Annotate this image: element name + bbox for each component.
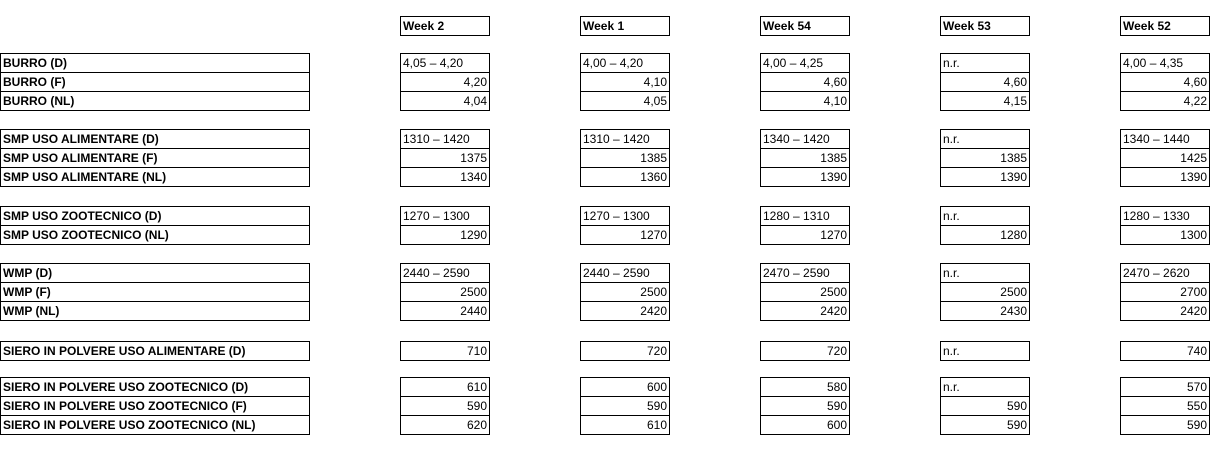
value-cell: n.r. [940, 377, 1030, 397]
row-label: SMP USO ALIMENTARE (D) [0, 129, 310, 149]
value-cell: 1270 [760, 225, 850, 245]
value-cell: 1280 – 1310 [760, 206, 850, 226]
row-label: BURRO (D) [0, 53, 310, 73]
value-cell: 1390 [940, 167, 1030, 187]
value-cell: 4,00 – 4,25 [760, 53, 850, 73]
value-cell: 2700 [1120, 282, 1210, 302]
value-cell: 4,22 [1120, 91, 1210, 111]
value-cell: 1280 [940, 225, 1030, 245]
value-cell: 1280 – 1330 [1120, 206, 1210, 226]
row-label: SMP USO ALIMENTARE (F) [0, 148, 310, 168]
row-label: SMP USO ZOOTECNICO (D) [0, 206, 310, 226]
row-label: SMP USO ALIMENTARE (NL) [0, 167, 310, 187]
value-cell: 4,10 [760, 91, 850, 111]
value-cell: 1385 [760, 148, 850, 168]
value-cell: 4,04 [400, 91, 490, 111]
value-cell: 590 [940, 415, 1030, 435]
value-cell: 610 [400, 377, 490, 397]
value-cell: 2470 – 2590 [760, 263, 850, 283]
value-cell: 2440 [400, 301, 490, 321]
row-label: SIERO IN POLVERE USO ALIMENTARE (D) [0, 341, 310, 361]
column-header-week-2: Week 2 [400, 16, 490, 36]
row-label: SIERO IN POLVERE USO ZOOTECNICO (D) [0, 377, 310, 397]
value-cell: 1270 – 1300 [400, 206, 490, 226]
value-cell: 1310 – 1420 [580, 129, 670, 149]
value-cell: n.r. [940, 206, 1030, 226]
value-cell: 1310 – 1420 [400, 129, 490, 149]
value-cell: 4,60 [760, 72, 850, 92]
value-cell: 2500 [400, 282, 490, 302]
value-cell: 1385 [940, 148, 1030, 168]
value-cell: 2470 – 2620 [1120, 263, 1210, 283]
value-cell: 4,15 [940, 91, 1030, 111]
value-cell: 720 [580, 341, 670, 361]
value-cell: 4,60 [940, 72, 1030, 92]
row-label: BURRO (NL) [0, 91, 310, 111]
value-cell: 2430 [940, 301, 1030, 321]
value-cell: 600 [760, 415, 850, 435]
row-label: WMP (F) [0, 282, 310, 302]
row-label: SIERO IN POLVERE USO ZOOTECNICO (F) [0, 396, 310, 416]
column-header-week-52: Week 52 [1120, 16, 1210, 36]
value-cell: 4,20 [400, 72, 490, 92]
value-cell: 1360 [580, 167, 670, 187]
value-cell: 590 [1120, 415, 1210, 435]
value-cell: n.r. [940, 341, 1030, 361]
value-cell: 590 [760, 396, 850, 416]
value-cell: 710 [400, 341, 490, 361]
value-cell: 4,05 – 4,20 [400, 53, 490, 73]
value-cell: 590 [580, 396, 670, 416]
value-cell: 570 [1120, 377, 1210, 397]
value-cell: 1390 [1120, 167, 1210, 187]
value-cell: 4,05 [580, 91, 670, 111]
value-cell: 1385 [580, 148, 670, 168]
value-cell: 2500 [580, 282, 670, 302]
value-cell: 4,00 – 4,35 [1120, 53, 1210, 73]
value-cell: 1290 [400, 225, 490, 245]
value-cell: 4,10 [580, 72, 670, 92]
value-cell: 590 [400, 396, 490, 416]
value-cell: 550 [1120, 396, 1210, 416]
value-cell: 720 [760, 341, 850, 361]
value-cell: 2420 [1120, 301, 1210, 321]
value-cell: 610 [580, 415, 670, 435]
value-cell: 580 [760, 377, 850, 397]
value-cell: 2440 – 2590 [580, 263, 670, 283]
row-label: SMP USO ZOOTECNICO (NL) [0, 225, 310, 245]
value-cell: 1340 – 1440 [1120, 129, 1210, 149]
row-label: WMP (NL) [0, 301, 310, 321]
column-header-week-53: Week 53 [940, 16, 1030, 36]
value-cell: 2420 [580, 301, 670, 321]
value-cell: 1340 [400, 167, 490, 187]
value-cell: 2420 [760, 301, 850, 321]
row-label: WMP (D) [0, 263, 310, 283]
column-header-week-54: Week 54 [760, 16, 850, 36]
value-cell: 1270 – 1300 [580, 206, 670, 226]
value-cell: 1425 [1120, 148, 1210, 168]
column-header-week-1: Week 1 [580, 16, 670, 36]
value-cell: n.r. [940, 129, 1030, 149]
value-cell: 600 [580, 377, 670, 397]
value-cell: 4,00 – 4,20 [580, 53, 670, 73]
value-cell: 1340 – 1420 [760, 129, 850, 149]
value-cell: 740 [1120, 341, 1210, 361]
value-cell: 2440 – 2590 [400, 263, 490, 283]
value-cell: 1375 [400, 148, 490, 168]
value-cell: 4,60 [1120, 72, 1210, 92]
row-label: SIERO IN POLVERE USO ZOOTECNICO (NL) [0, 415, 310, 435]
value-cell: 590 [940, 396, 1030, 416]
value-cell: 620 [400, 415, 490, 435]
value-cell: 1300 [1120, 225, 1210, 245]
value-cell: 2500 [940, 282, 1030, 302]
value-cell: 1270 [580, 225, 670, 245]
value-cell: 1390 [760, 167, 850, 187]
value-cell: 2500 [760, 282, 850, 302]
row-label: BURRO (F) [0, 72, 310, 92]
value-cell: n.r. [940, 263, 1030, 283]
value-cell: n.r. [940, 53, 1030, 73]
